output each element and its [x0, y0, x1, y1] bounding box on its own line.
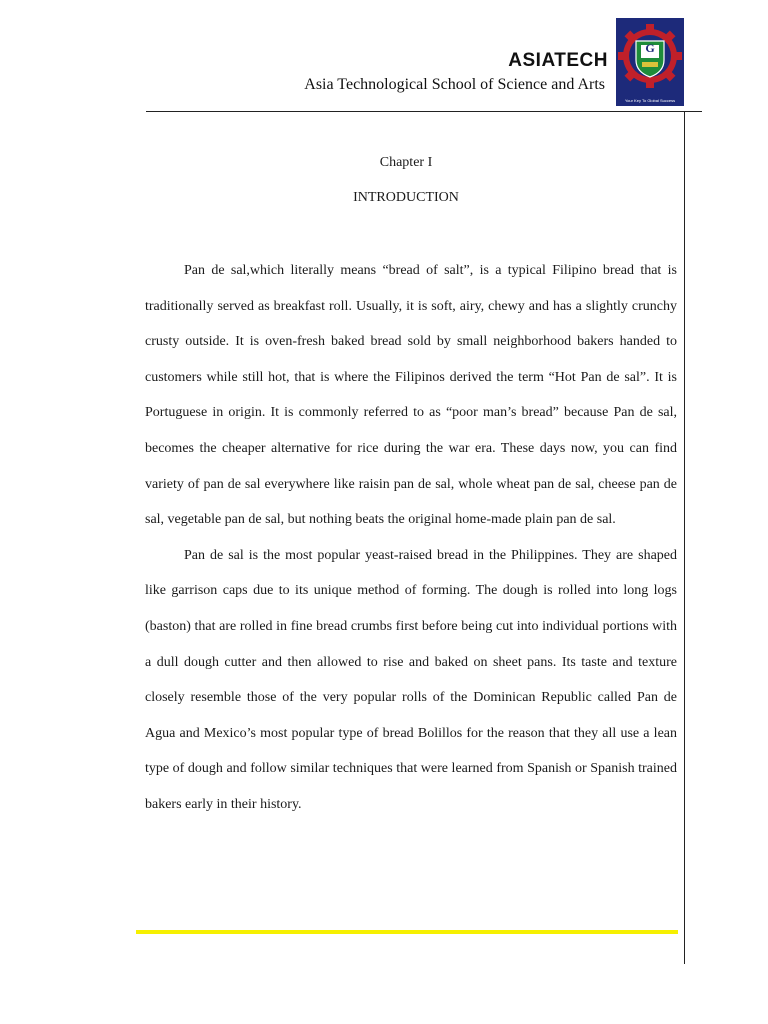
school-logo	[616, 18, 684, 106]
header-rule	[146, 111, 702, 112]
paragraph: Pan de sal,which literally means “bread of salt”, is a typical Filipino bread that is traditionally served as breakfast roll. Usually, it is soft, airy, chewy and has a slightly crunchy crusty outside. It is oven-fresh baked bread sold by small neighborhood bakers handed to customers while still hot, that is where the Filipinos derived the term “Hot Pan de sal”. It is Portuguese in origin. It is commonly referred to as “poor man’s bread” because Pan de sal, becomes the cheaper alternative for rice during the war era. These days now, you can find variety of pan de sal everywhere like raisin pan de sal, whole wheat pan de sal, cheese pan de sal, vegetable pan de sal, but nothing beats the original home-made plain pan de sal.	[145, 263, 677, 528]
footer-highlight-rule	[136, 930, 678, 934]
logo-letter: G	[645, 41, 655, 55]
body-text	[145, 253, 677, 823]
gear-shield-emblem-icon	[616, 18, 684, 96]
chapter-title: INTRODUCTION	[353, 190, 459, 205]
school-brand-name: ASIATECH	[508, 50, 608, 71]
margin-rule	[684, 111, 685, 964]
logo-tagline: Your Key To Global Success	[624, 98, 676, 103]
school-full-name: Asia Technological School of Science and Arts	[304, 76, 605, 93]
paragraph: Pan de sal is the most popular yeast-raised bread in the Philippines. They are shaped like garrison caps due to its unique method of forming. The dough is rolled into long logs (baston) that are rolled in fine bread crumbs first before being cut into individual portions with a dull dough cutter and then allowed to rise and baked on sheet pans. Its taste and texture closely resemble those of the very popular rolls of the Dominican Republic called Pan de Agua and Mexico’s most popular type of bread Bolillos for the reason that they all use a lean type of dough and follow similar techniques that were learned from Spanish or Spanish trained bakers early in their history.	[145, 547, 677, 812]
chapter-number: Chapter I	[379, 155, 433, 170]
